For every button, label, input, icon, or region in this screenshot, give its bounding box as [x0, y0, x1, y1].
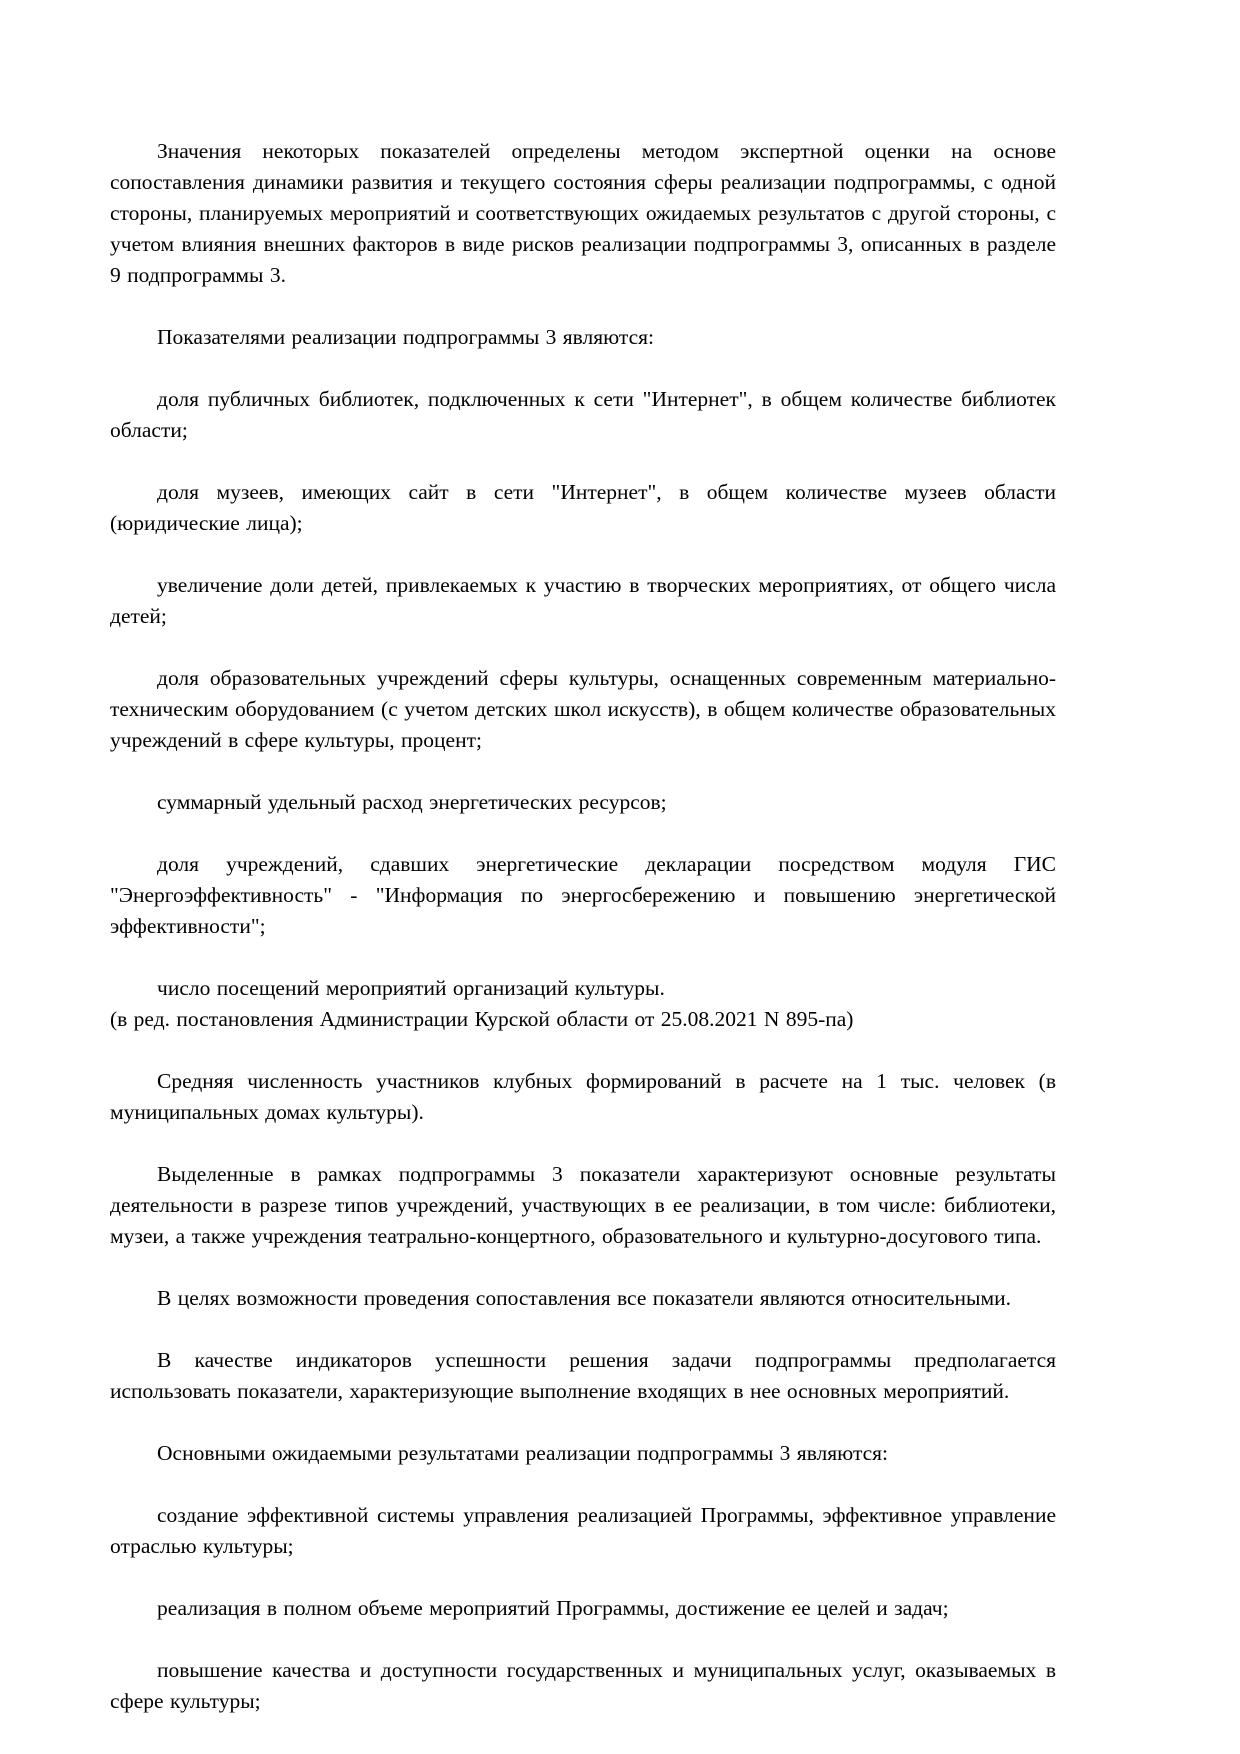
paragraph: повышение качества и доступности государственных и муниципальных услуг, оказываемых в сфере культуры;	[110, 1658, 1056, 1713]
document-body	[110, 136, 1056, 1717]
paragraph: создание эффективной системы управления реализацией Программы, эффективное управление отраслью культуры;	[110, 1503, 1056, 1558]
paragraph: Выделенные в рамках подпрограммы 3 показатели характеризуют основные результаты деятельности в разрезе типов учреждений, участвующих в ее реализации, в том числе: библиотеки, музеи, а также учреждения театрально-концертного, образовательного и культурно-досугового типа.	[110, 1162, 1056, 1248]
paragraph: доля музеев, имеющих сайт в сети "Интернет", в общем количестве музеев области (юридические лица);	[110, 480, 1056, 535]
paragraph: доля публичных библиотек, подключенных к сети "Интернет", в общем количестве библиотек области;	[110, 387, 1056, 442]
paragraph: В целях возможности проведения сопоставления все показатели являются относительными.	[157, 1286, 1011, 1310]
paragraph: суммарный удельный расход энергетических ресурсов;	[157, 790, 667, 814]
amendment-note: (в ред. постановления Администрации Курской области от 25.08.2021 N 895-па)	[110, 1007, 854, 1031]
paragraph: число посещений мероприятий организаций культуры.	[157, 976, 665, 1000]
paragraph: Средняя численность участников клубных формирований в расчете на 1 тыс. человек (в муниципальных домах культуры).	[110, 1069, 1056, 1124]
paragraph: доля образовательных учреждений сферы культуры, оснащенных современным материально-техническим оборудованием (с учетом детских школ искусств), в общем количестве образовательных учреждений в сфере культуры, процент;	[110, 666, 1056, 752]
paragraph: В качестве индикаторов успешности решения задачи подпрограммы предполагается использовать показатели, характеризующие выполнение входящих в нее основных мероприятий.	[110, 1348, 1056, 1403]
paragraph: Показателями реализации подпрограммы 3 являются:	[157, 325, 654, 349]
paragraph: доля учреждений, сдавших энергетические декларации посредством модуля ГИС "Энергоэффективность" - "Информация по энергосбережению и повышению энергетической эффективности";	[110, 852, 1056, 938]
paragraph: Значения некоторых показателей определены методом экспертной оценки на основе сопоставления динамики развития и текущего состояния сферы реализации подпрограммы, с одной стороны, планируемых мероприятий и соответствующих ожидаемых результатов с другой стороны, с учетом влияния внешних факторов в виде рисков реализации подпрограммы 3, описанных в разделе 9 подпрограммы 3.	[110, 139, 1056, 287]
paragraph: реализация в полном объеме мероприятий Программы, достижение ее целей и задач;	[157, 1596, 949, 1620]
paragraph: Основными ожидаемыми результатами реализации подпрограммы 3 являются:	[157, 1441, 889, 1465]
paragraph: увеличение доли детей, привлекаемых к участию в творческих мероприятиях, от общего числа детей;	[110, 573, 1056, 628]
